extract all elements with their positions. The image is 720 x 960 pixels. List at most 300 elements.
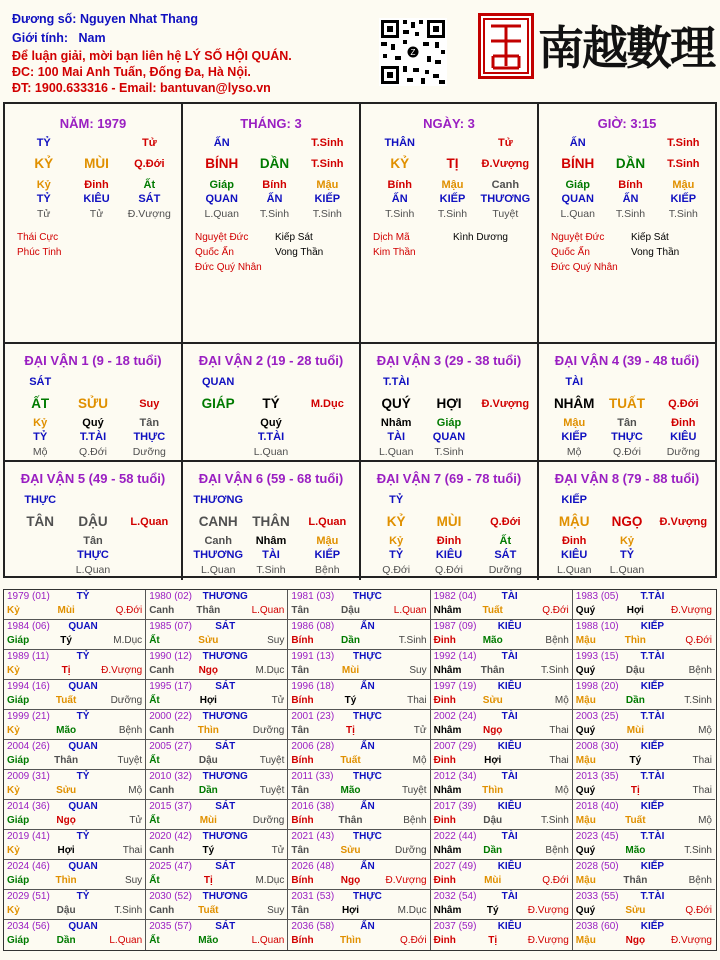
seal-icon: [478, 13, 534, 79]
year-god: TÀI: [501, 651, 518, 662]
year-branch: Thìn: [197, 725, 219, 736]
year-god: SÁT: [215, 681, 236, 692]
dai-van-hidden-stem: Đinh: [671, 417, 696, 429]
year-label: 2007 (29): [433, 741, 477, 752]
pillar-3: [361, 104, 539, 344]
year-label: 2033 (55): [575, 891, 619, 902]
year-branch: Ngọ: [625, 935, 646, 946]
year-branch: Mão: [482, 635, 503, 646]
dai-van-hidden-god: KIÊU: [435, 549, 463, 561]
year-cell: [4, 650, 146, 680]
pillar-god-state: T.Sinh: [667, 137, 700, 149]
year-branch: Mùi: [626, 725, 644, 736]
year-label: 1997 (19): [433, 681, 477, 692]
dai-van-title: ĐẠI VẬN 1 (9 - 18 tuổi): [24, 353, 162, 368]
year-cell: [146, 860, 288, 890]
auspicious-star: Thái Cực: [17, 232, 59, 243]
year-stem: Mậu: [575, 695, 596, 706]
year-branch: Sửu: [340, 845, 361, 856]
year-stem: Bính: [291, 695, 314, 706]
hidden-stem: Bính: [618, 179, 643, 191]
hidden-state: Tử: [89, 208, 104, 220]
gender-label: Giới tính:: [12, 31, 69, 45]
four-pillars-grid: [3, 102, 717, 578]
year-branch: Mão: [340, 785, 361, 796]
year-branch: Tý: [629, 755, 642, 766]
year-cell: [431, 650, 573, 680]
year-god: THỰC: [353, 651, 382, 662]
hidden-state: T.Sinh: [259, 208, 290, 220]
logo-text: 南越數理: [538, 21, 714, 75]
year-label: 2027 (49): [433, 861, 477, 872]
auspicious-star: Quốc Ấn: [195, 247, 234, 258]
stem-state: T.Sinh: [311, 158, 344, 170]
year-branch: Thìn: [624, 635, 646, 646]
year-cell: [146, 830, 288, 860]
year-god: ẤN: [360, 621, 375, 632]
year-state: Tử: [271, 845, 285, 856]
year-label: 2012 (34): [433, 771, 477, 782]
year-state: Bệnh: [403, 815, 427, 826]
year-god: KIÊU: [497, 861, 522, 872]
year-branch: Mão: [56, 725, 77, 736]
year-state: Dưỡng: [252, 815, 285, 826]
hidden-stem: Mậu: [316, 179, 339, 191]
hidden-state: L.Quan: [560, 208, 595, 220]
year-state: T.Sinh: [684, 695, 712, 706]
year-stem: Bính: [291, 935, 314, 946]
dai-van-1: [5, 344, 183, 462]
year-cell: [573, 800, 715, 830]
year-cell: [573, 710, 715, 740]
dai-van-branch: DẬU: [78, 514, 108, 529]
year-state: Q.Đới: [400, 935, 427, 946]
phone-line: ĐT: 1900.633316 - Email: bantuvan@lyso.vn: [12, 81, 271, 95]
year-label: 1995 (17): [149, 681, 192, 692]
svg-text:Z: Z: [410, 48, 416, 57]
dai-van-stem: TÂN: [26, 514, 55, 529]
year-state: L.Quan: [393, 605, 427, 616]
year-stem: Mậu: [575, 935, 596, 946]
year-god: THỰC: [353, 771, 382, 782]
year-god: THỰC: [353, 711, 382, 722]
year-state: Đ.Vượng: [385, 875, 427, 886]
dai-van-title: ĐẠI VẬN 4 (39 - 48 tuổi): [554, 353, 700, 368]
year-state: Đ.Vượng: [670, 605, 712, 616]
year-stem: Kỷ: [7, 665, 20, 676]
dai-van-hidden-stem: Kỷ: [619, 535, 635, 547]
auspicious-star: Đức Quý Nhân: [551, 262, 618, 273]
hidden-stem: Canh: [491, 179, 520, 191]
year-stem: Đinh: [433, 815, 456, 826]
year-branch: Hợi: [341, 905, 360, 916]
dai-van-hidden-stem: Nhâm: [255, 535, 287, 547]
year-branch: Thân: [196, 605, 221, 616]
year-state: Tuyệt: [117, 755, 143, 766]
year-state: Thai: [549, 755, 569, 766]
hidden-state: Tử: [36, 208, 51, 220]
year-god: T.TÀI: [640, 891, 665, 902]
year-state: Tuyệt: [259, 755, 285, 766]
year-label: 1979 (01): [7, 591, 50, 602]
year-label: 1986 (08): [291, 621, 335, 632]
year-label: 2019 (41): [7, 831, 50, 842]
year-stem: Nhâm: [433, 905, 462, 916]
year-label: 2010 (32): [149, 771, 192, 782]
year-god: T.TÀI: [640, 831, 665, 842]
year-stem: Quý: [575, 605, 596, 616]
dai-van-4: [539, 344, 715, 462]
year-cell: [431, 830, 573, 860]
year-branch: Dậu: [341, 605, 360, 616]
dai-van-hidden-state: L.Quan: [556, 564, 592, 576]
hidden-god: TỶ: [36, 193, 51, 205]
hidden-stem: Mậu: [441, 179, 464, 191]
year-branch: Tuất: [625, 815, 646, 826]
year-stem: Đinh: [433, 935, 456, 946]
year-state: Q.Đới: [542, 605, 569, 616]
dai-van-hidden-stem: Kỷ: [389, 535, 404, 547]
year-stem: Nhâm: [433, 725, 462, 736]
year-branch: Tị: [488, 935, 498, 946]
dai-van-hidden-state: T.Sinh: [434, 446, 464, 458]
year-god: QUAN: [68, 921, 98, 932]
year-state: Thai: [692, 785, 712, 796]
year-stem: Kỷ: [7, 725, 20, 736]
inauspicious-star: Kiếp Sát: [631, 232, 669, 243]
year-cell: [146, 650, 288, 680]
year-branch: Tý: [60, 635, 72, 646]
pillar-god-state: T.Sinh: [311, 137, 344, 149]
year-label: 2005 (27): [149, 741, 192, 752]
dai-van-hidden-state: L.Quan: [253, 446, 289, 458]
year-branch: Mùi: [341, 665, 360, 676]
year-stem: Ất: [149, 935, 160, 946]
dai-van-hidden-god: SÁT: [494, 549, 517, 561]
year-stem: Mậu: [575, 875, 596, 886]
year-cell: [288, 590, 430, 620]
year-cell: [573, 680, 715, 710]
year-cell: [146, 710, 288, 740]
year-stem: Canh: [149, 785, 175, 796]
year-branch: Mùi: [57, 605, 75, 616]
year-state: Đ.Vượng: [101, 665, 143, 676]
dai-van-hidden-stem: Tân: [139, 417, 160, 429]
pillar-god: THÂN: [384, 137, 415, 149]
year-state: Bệnh: [545, 845, 569, 856]
year-label: 2028 (50): [575, 861, 619, 872]
year-stem: Mậu: [575, 635, 596, 646]
year-label: 2036 (58): [291, 921, 335, 932]
dai-van-state: Đ.Vượng: [481, 398, 530, 410]
year-cell: [146, 680, 288, 710]
year-branch: Sửu: [198, 635, 219, 646]
year-state: Dưỡng: [110, 695, 143, 706]
year-stem: Đinh: [433, 755, 456, 766]
year-branch: Dần: [483, 845, 503, 856]
year-label: 2003 (25): [575, 711, 619, 722]
year-state: M.Dục: [113, 635, 143, 646]
year-stem: Quý: [575, 845, 596, 856]
year-stem: Quý: [575, 725, 596, 736]
year-cell: [4, 770, 146, 800]
year-god: KIẾP: [640, 741, 665, 752]
year-god: KIÊU: [497, 681, 522, 692]
year-branch: Ngọ: [482, 725, 503, 736]
year-branch: Thân: [480, 665, 505, 676]
year-branch: Thìn: [55, 875, 77, 886]
dai-van-hidden-god: T.TÀI: [79, 431, 107, 443]
contact-line: Để luận giải, mời bạn liên hệ LÝ SỐ HỘI QUÁN.: [12, 49, 292, 63]
year-state: Tử: [413, 725, 427, 736]
year-state: L.Quan: [109, 935, 143, 946]
year-god: ẤN: [360, 861, 375, 872]
dai-van-7: [361, 462, 539, 580]
year-cell: [573, 920, 715, 950]
year-stem: Ất: [149, 755, 160, 766]
year-state: Thai: [549, 725, 569, 736]
hidden-stem: Bính: [262, 179, 287, 191]
year-god: ẤN: [360, 741, 375, 752]
year-branch: Tuất: [340, 755, 361, 766]
dai-van-stem: KỶ: [386, 514, 406, 529]
year-stem: Nhâm: [433, 665, 462, 676]
year-stem: Tân: [291, 605, 310, 616]
year-branch: Ngọ: [340, 875, 361, 886]
dai-van-state: L.Quan: [130, 516, 169, 528]
dai-van-hidden-state: Q.Đới: [613, 446, 641, 458]
year-god: SÁT: [215, 861, 236, 872]
dai-van-hidden-god: THỰC: [611, 431, 643, 443]
year-cell: [573, 830, 715, 860]
pillar-god: ẤN: [569, 137, 586, 149]
year-branch: Thìn: [339, 935, 362, 946]
auspicious-star: Đức Quý Nhân: [195, 262, 262, 273]
year-branch: Tị: [346, 725, 355, 736]
dai-van-hidden-god: THỰC: [77, 549, 109, 561]
qr-code-icon[interactable]: [379, 18, 447, 86]
year-cell: [4, 710, 146, 740]
pillar-god: TỶ: [36, 137, 51, 149]
hidden-stem: Bính: [387, 179, 412, 191]
stem-state: Đ.Vượng: [481, 158, 530, 170]
year-stem: Tân: [291, 725, 310, 736]
dai-van-8: [539, 462, 715, 580]
year-branch: Hợi: [199, 695, 217, 706]
year-state: Thai: [407, 695, 427, 706]
dai-van-god: KIẾP: [561, 494, 588, 506]
year-state: Thai: [122, 845, 143, 856]
dai-van-god: TỶ: [389, 494, 404, 506]
dai-van-state: Đ.Vượng: [659, 516, 708, 528]
year-cell: [146, 590, 288, 620]
dai-van-hidden-stem: Kỷ: [33, 417, 48, 429]
year-state: Dưỡng: [394, 845, 427, 856]
year-stem: Kỷ: [7, 845, 20, 856]
year-cell: [431, 590, 573, 620]
year-god: THƯƠNG: [202, 711, 248, 722]
dai-van-title: ĐẠI VẬN 3 (29 - 38 tuổi): [376, 353, 522, 368]
year-state: Thai: [692, 755, 712, 766]
year-label: 2021 (43): [291, 831, 335, 842]
year-label: 2018 (40): [575, 801, 619, 812]
year-god: KIẾP: [640, 861, 665, 872]
year-god: KIÊU: [497, 741, 522, 752]
year-branch: Dần: [198, 785, 218, 796]
dai-van-hidden-state: L.Quan: [609, 564, 645, 576]
year-cell: [573, 740, 715, 770]
year-state: T.Sinh: [684, 845, 712, 856]
hidden-god: KIẾP: [439, 193, 466, 205]
year-branch: Hợi: [484, 755, 502, 766]
year-god: T.TÀI: [640, 591, 665, 602]
year-stem: Kỷ: [7, 605, 20, 616]
dai-van-god: QUAN: [201, 376, 235, 388]
dai-van-hidden-state: Mộ: [566, 446, 582, 458]
heavenly-stem: BÍNH: [561, 156, 595, 171]
pillar-1: [5, 104, 183, 344]
year-state: M.Dục: [397, 905, 427, 916]
dai-van-god: SÁT: [29, 376, 52, 388]
dai-van-hidden-god: THƯƠNG: [193, 549, 244, 561]
year-god: THƯƠNG: [202, 831, 248, 842]
year-label: 1982 (04): [433, 591, 477, 602]
auspicious-star: Nguyệt Đức: [195, 232, 249, 243]
year-god: SÁT: [215, 921, 236, 932]
year-label: 2035 (57): [149, 921, 192, 932]
hidden-stem: Giáp: [565, 179, 590, 191]
dai-van-state: Suy: [139, 398, 160, 410]
year-cell: [146, 770, 288, 800]
year-cell: [573, 590, 715, 620]
year-state: Q.Đới: [685, 635, 712, 646]
year-label: 2009 (31): [7, 771, 50, 782]
year-label: 1999 (21): [7, 711, 50, 722]
year-state: Mộ: [554, 695, 569, 706]
year-label: 2034 (56): [7, 921, 50, 932]
year-stem: Quý: [575, 905, 596, 916]
year-cell: [146, 620, 288, 650]
year-label: 1991 (13): [291, 651, 335, 662]
year-label: 2002 (24): [433, 711, 477, 722]
dai-van-2: [183, 344, 361, 462]
year-cell: [4, 920, 146, 950]
dai-van-branch: TUẤT: [609, 396, 645, 411]
inauspicious-star: Kình Dương: [453, 232, 508, 243]
earthly-branch: TỊ: [446, 156, 459, 171]
year-stem: Bính: [291, 755, 314, 766]
dai-van-title: ĐẠI VẬN 7 (69 - 78 tuổi): [376, 471, 522, 486]
year-stem: Giáp: [7, 875, 30, 886]
year-stem: Tân: [291, 785, 310, 796]
year-stem: Nhâm: [433, 605, 462, 616]
dai-van-title: ĐẠI VẬN 6 (59 - 68 tuổi): [198, 471, 344, 486]
year-branch: Dần: [625, 695, 645, 706]
dai-van-branch: NGỌ: [611, 514, 643, 529]
dai-van-hidden-god: THỰC: [133, 431, 166, 443]
year-cell: [288, 680, 430, 710]
pillar-title: NGÀY: 3: [423, 116, 475, 131]
year-label: 1998 (20): [575, 681, 619, 692]
hidden-stem: Đinh: [84, 179, 109, 191]
year-label: 2031 (53): [291, 891, 335, 902]
pillar-god-state: Tử: [497, 137, 513, 149]
year-branch: Dậu: [625, 665, 645, 676]
year-label: 2017 (39): [433, 801, 477, 812]
hidden-god: KIẾP: [670, 193, 697, 205]
year-label: 2032 (54): [433, 891, 477, 902]
gender-value: Nam: [78, 31, 106, 45]
year-stem: Ất: [149, 815, 160, 826]
hidden-state: T.Sinh: [615, 208, 646, 220]
year-stem: Canh: [149, 725, 175, 736]
dai-van-hidden-god: TỶ: [33, 431, 48, 443]
dai-van-branch: MÙI: [436, 514, 462, 529]
year-stem: Bính: [291, 875, 314, 886]
year-stem: Ất: [149, 635, 160, 646]
year-label: 2029 (51): [7, 891, 50, 902]
hidden-state: Đ.Vượng: [127, 208, 171, 220]
dai-van-hidden-god: TỶ: [389, 549, 404, 561]
dai-van-hidden-state: Dưỡng: [132, 446, 166, 458]
year-cell: [288, 710, 430, 740]
pillar-god-state: Tử: [141, 137, 157, 149]
year-stem: Tân: [291, 905, 310, 916]
year-state: Q.Đới: [542, 875, 569, 886]
year-label: 1983 (05): [575, 591, 619, 602]
hidden-state: T.Sinh: [668, 208, 698, 220]
dai-van-hidden-state: L.Quan: [75, 564, 111, 576]
hidden-stem: Kỷ: [36, 179, 51, 191]
year-god: T.TÀI: [640, 771, 665, 782]
year-label: 2016 (38): [291, 801, 335, 812]
inauspicious-star: Vong Thần: [631, 247, 680, 258]
year-branch: Ngọ: [56, 815, 76, 826]
hidden-stem: Giáp: [209, 179, 234, 191]
year-branch: Ngọ: [198, 665, 219, 676]
address-line: ĐC: 100 Mai Anh Tuấn, Đống Đa, Hà Nội.: [12, 65, 251, 79]
dai-van-stem: QUÝ: [381, 396, 411, 411]
hidden-god: ẤN: [266, 193, 283, 205]
year-stem: Giáp: [7, 695, 30, 706]
dai-van-state: M.Dục: [310, 398, 344, 410]
year-label: 1988 (10): [575, 621, 619, 632]
hidden-stem: Ất: [143, 179, 156, 191]
dai-van-branch: SỬU: [78, 396, 108, 411]
dai-van-god: THỰC: [24, 494, 57, 506]
year-god: THƯƠNG: [202, 891, 248, 902]
dai-van-hidden-state: Dưỡng: [666, 446, 700, 458]
year-state: Q.Đới: [685, 905, 712, 916]
dai-van-hidden-state: Mộ: [32, 446, 48, 458]
year-stem: Nhâm: [433, 845, 462, 856]
year-branch: Hợi: [57, 845, 75, 856]
year-god: TỶ: [76, 651, 90, 662]
year-cell: [288, 860, 430, 890]
year-cell: [573, 620, 715, 650]
dai-van-hidden-state: L.Quan: [378, 446, 414, 458]
year-cell: [431, 860, 573, 890]
year-state: Bệnh: [545, 635, 569, 646]
hidden-state: T.Sinh: [312, 208, 342, 220]
auspicious-star: Dịch Mã: [373, 232, 410, 243]
year-god: TÀI: [501, 891, 518, 902]
year-cell: [146, 890, 288, 920]
hidden-god: QUAN: [561, 193, 594, 205]
year-state: Mộ: [698, 725, 712, 736]
hidden-state: Tuyệt: [492, 208, 519, 220]
dai-van-hidden-state: Dưỡng: [488, 564, 522, 576]
